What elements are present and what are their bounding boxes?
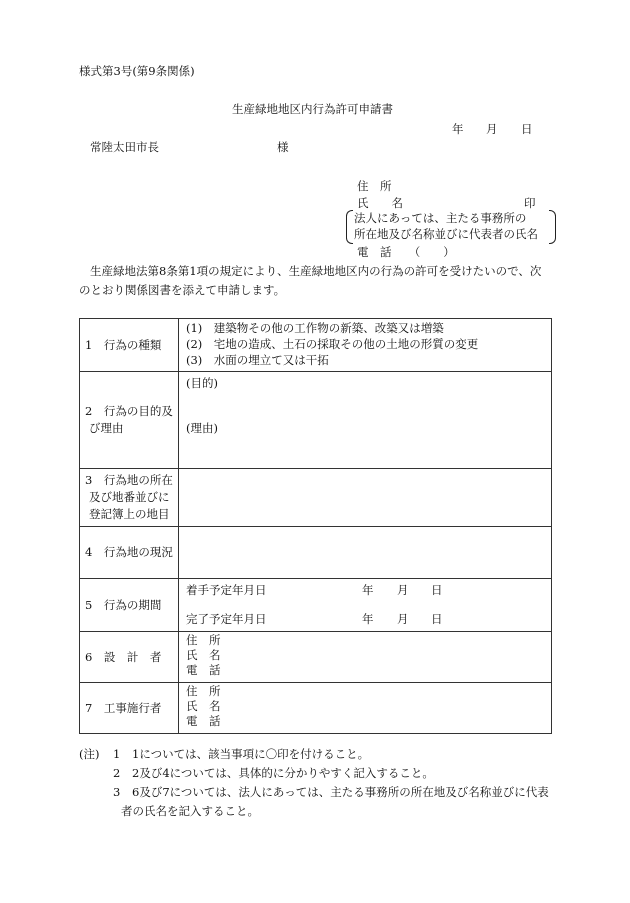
start-date-label: 着手予定年月日 [186,583,267,597]
applicant-phone-label: 電 話 （ ） [357,245,455,259]
end-month: 月 [397,612,409,626]
label-cell [80,372,179,469]
bracket-right [549,210,556,244]
row-label: 5 行為の期間 [85,597,162,612]
row-label: 1 行為の種類 [85,337,162,352]
applicant-address-label: 住 所 [357,179,392,193]
row-action-type [80,319,552,372]
corp-note-line2: 所在地及び名称並びに代表者の氏名 [354,227,538,241]
bracket-left [346,210,353,244]
label-cell [80,469,179,527]
note-2-text: 2及び4については、具体的に分かりやすく記入すること。 [132,766,434,780]
contractor-address-label: 住 所 [186,684,221,698]
designer-phone-label: 電 話 [186,663,221,677]
action-type-option-2[interactable]: (2) 宅地の造成、土石の採取その他の土地の形質の変更 [186,337,479,351]
date-day: 日 [521,122,533,136]
addressee-name: 常陸太田市長 [90,140,159,154]
row-label-line2: 及び地番並びに [89,490,170,504]
start-year: 年 [362,583,374,597]
note-3-continuation: 者の氏名を記入すること。 [121,804,259,818]
contractor-name-label: 氏 名 [186,699,221,713]
application-form-table [79,318,552,734]
row-label-line1: 2 行為の目的及 [85,404,173,418]
row-current-state [80,527,552,579]
content-cell[interactable] [179,632,552,683]
row-location [80,469,552,527]
content-cell[interactable] [179,579,552,632]
note-3-number: 3 [113,785,121,799]
addressee-honorific: 様 [277,140,289,154]
label-cell [80,632,179,683]
row-label-line2: び理由 [89,421,124,435]
row-purpose-reason [80,372,552,469]
label-cell [80,319,179,372]
note-1-number: 1 [113,747,121,761]
date-month: 月 [486,122,498,136]
intro-line1: 生産緑地法第8条第1項の規定により、生産緑地地区内の行為の許可を受けたいので、次 [90,264,542,278]
row-contractor [80,683,552,734]
row-period [80,579,552,632]
row-designer [80,632,552,683]
note-2-number: 2 [113,766,121,780]
content-cell[interactable] [179,527,552,579]
start-month: 月 [397,583,409,597]
end-date-label: 完了予定年月日 [186,612,267,626]
label-cell [80,683,179,734]
end-day: 日 [431,612,443,626]
row-label: 4 行為地の現況 [85,545,173,559]
form-number: 様式第3号(第9条関係) [79,64,195,78]
designer-address-label: 住 所 [186,633,221,647]
designer-name-label: 氏 名 [186,648,221,662]
row-label-line1: 3 行為地の所在 [85,473,173,487]
content-cell[interactable] [179,319,552,372]
row-label-line3: 登記簿上の地目 [89,507,170,521]
contractor-phone-label: 電 話 [186,714,221,728]
content-cell[interactable] [179,469,552,527]
label-cell [80,527,179,579]
intro-line2: のとおり関係図書を添えて申請します。 [79,283,286,297]
seal-mark: 印 [524,196,536,210]
corp-note-line1: 法人にあっては、主たる事務所の [354,211,527,225]
row-label: 7 工事施行者 [85,700,162,715]
row-label: 6 設 計 者 [85,649,162,664]
action-type-option-3[interactable]: (3) 水面の埋立て又は干拓 [186,353,329,367]
applicant-name-label: 氏 名 [357,196,403,210]
action-type-option-1[interactable]: (1) 建築物その他の工作物の新築、改築又は増築 [186,321,444,335]
purpose-label: (目的) [186,376,218,390]
date-year: 年 [452,122,464,136]
content-cell[interactable] [179,683,552,734]
document-title: 生産緑地地区内行為許可申請書 [232,102,393,116]
label-cell [80,579,179,632]
notes-heading: (注) [79,747,100,761]
note-1-text: 1については、該当事項に〇印を付けること。 [132,747,370,761]
note-3-text: 6及び7については、法人にあっては、主たる事務所の所在地及び名称並びに代表 [132,785,549,799]
content-cell[interactable] [179,372,552,469]
end-year: 年 [362,612,374,626]
reason-label: (理由) [186,421,218,435]
start-day: 日 [431,583,443,597]
